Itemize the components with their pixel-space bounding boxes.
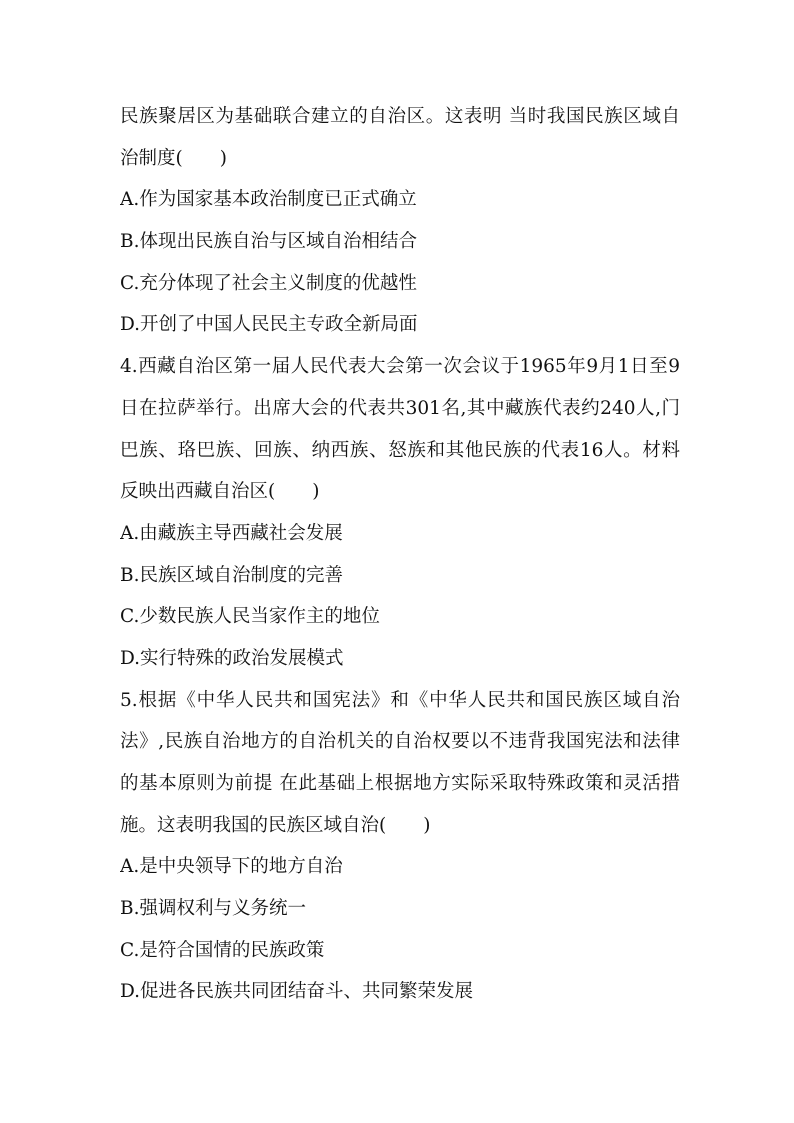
document-content bbox=[120, 96, 680, 1013]
question-5-option-d: D.促进各民族共同团结奋斗、共同繁荣发展 bbox=[120, 981, 474, 1003]
question-5-stem-line-1: 5.根据《中华人民共和国宪法》和《中华人民共和国民族区域自治 bbox=[120, 689, 680, 711]
question-3-stem-line-2: 治制度( ) bbox=[120, 147, 227, 169]
question-5-option-a: A.是中央领导下的地方自治 bbox=[120, 856, 343, 878]
question-4-option-c: C.少数民族人民当家作主的地位 bbox=[120, 606, 380, 628]
question-4-option-d: D.实行特殊的政治发展模式 bbox=[120, 647, 344, 669]
question-3-option-c: C.充分体现了社会主义制度的优越性 bbox=[120, 272, 417, 294]
question-4-option-b: B.民族区域自治制度的完善 bbox=[120, 564, 343, 586]
question-4-stem-line-4: 反映出西藏自治区( ) bbox=[120, 481, 320, 503]
question-3-option-d: D.开创了中国人民民主专政全新局面 bbox=[120, 314, 418, 336]
question-4-stem-line-2: 日在拉萨举行。出席大会的代表共301名,其中藏族代表约240人,门 bbox=[120, 397, 680, 419]
question-5-stem-line-3: 的基本原则为前提 在此基础上根据地方实际采取特殊政策和灵活措 bbox=[120, 773, 680, 794]
question-5-stem-line-4: 施。这表明我国的民族区域自治( ) bbox=[120, 814, 431, 836]
question-3-stem-line-1: 民族聚居区为基础联合建立的自治区。这表明 当时我国民族区域自 bbox=[120, 106, 680, 127]
question-3-option-a: A.作为国家基本政治制度已正式确立 bbox=[120, 189, 417, 211]
question-5-option-c: C.是符合国情的民族政策 bbox=[120, 939, 325, 961]
question-4-option-a: A.由藏族主导西藏社会发展 bbox=[120, 522, 343, 544]
question-3-option-b: B.体现出民族自治与区域自治相结合 bbox=[120, 231, 417, 253]
question-4-stem-line-1: 4.西藏自治区第一届人民代表大会第一次会议于1965年9月1日至9 bbox=[120, 356, 680, 378]
question-5-option-b: B.强调权利与义务统一 bbox=[120, 898, 306, 920]
question-5-stem-line-2: 法》,民族自治地方的自治机关的自治权要以不违背我国宪法和法律 bbox=[120, 731, 680, 753]
question-4-stem-line-3: 巴族、珞巴族、回族、纳西族、怒族和其他民族的代表16人。材料 bbox=[120, 439, 680, 461]
